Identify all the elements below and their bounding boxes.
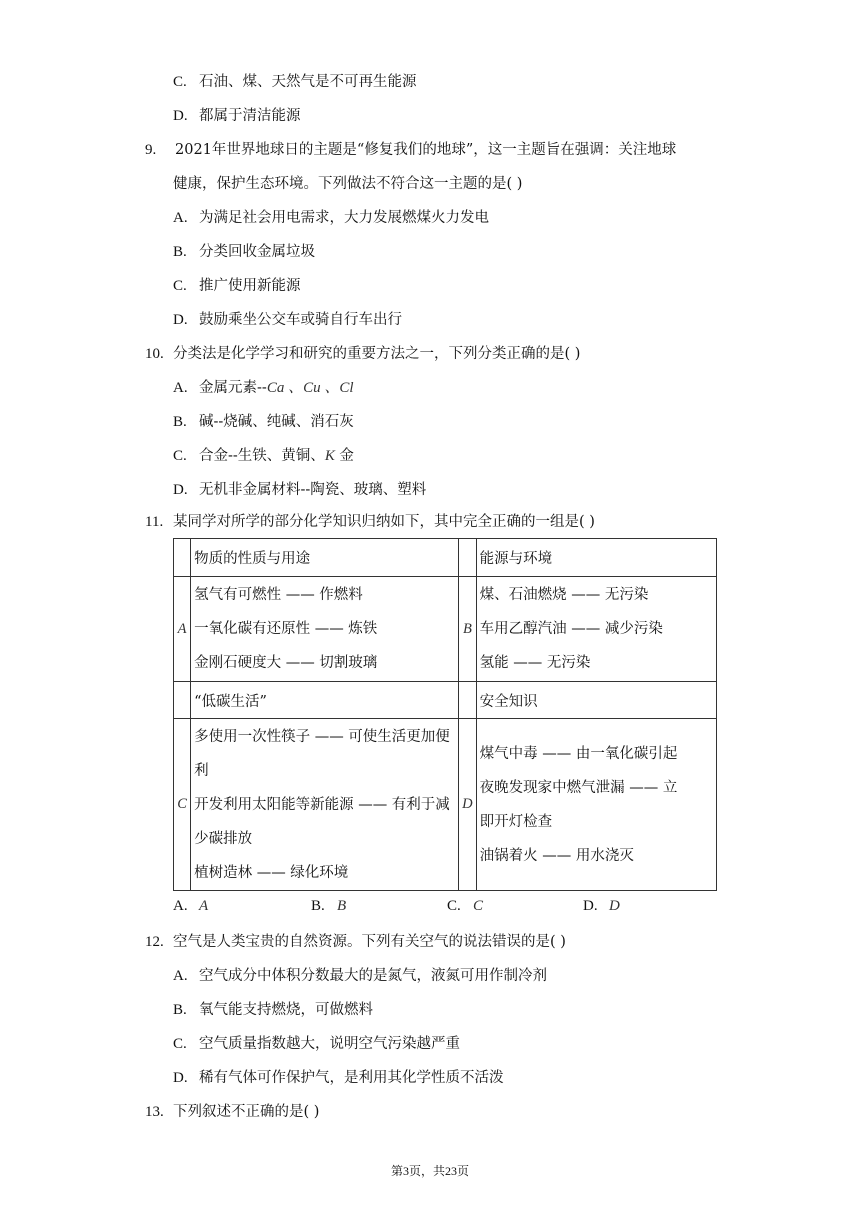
q11-answer-b: B. B (311, 898, 347, 914)
q10-option-d: D. 无机非金属材料--陶瓷、玻璃、塑料 (173, 482, 427, 498)
q12-number: 12. (145, 934, 164, 950)
q12-stem: 12. 空气是人类宝贵的自然资源。下列有关空气的说法错误的是( ) (145, 934, 566, 950)
q13-number: 13. (145, 1104, 164, 1120)
q12-option-b: B. 氧气能支持燃烧，可做燃料 (173, 1002, 373, 1018)
q9-stem-line2: 健康，保护生态环境。下列做法不符合这一主题的是( ) (173, 176, 523, 192)
cell-d: 煤气中毒 —— 由一氧化碳引起 夜晚发现家中燃气泄漏 —— 立 即开灯检查 油锅着火 —— 用水浇灭 (476, 719, 716, 891)
row-label-d: D (459, 719, 476, 891)
q11-answer-c: C. C (447, 898, 484, 914)
q8-option-c: C. 石油、煤、天然气是不可再生能源 (173, 74, 417, 90)
q11-table (173, 538, 717, 891)
header-energy-environment: 能源与环境 (476, 539, 716, 577)
row-label-b: B (459, 577, 476, 682)
q9-number: 9. (145, 142, 157, 158)
header-safety: 安全知识 (476, 682, 716, 719)
header-low-carbon: “低碳生活” (191, 682, 459, 719)
cell-b: 煤、石油燃烧 —— 无污染 车用乙醇汽油 —— 减少污染 氢能 —— 无污染 (476, 577, 716, 682)
q12-option-c: C. 空气质量指数越大，说明空气污染越严重 (173, 1036, 460, 1052)
q10-number: 10. (145, 346, 164, 362)
q9-option-c: C. 推广使用新能源 (173, 278, 301, 294)
table-corner-mid (174, 682, 191, 719)
q12-option-d: D. 稀有气体可作保护气，是利用其化学性质不活泼 (173, 1070, 504, 1086)
header-properties-uses: 物质的性质与用途 (191, 539, 459, 577)
q10-option-a: A. 金属元素--Ca 、Cu 、Cl (173, 380, 354, 396)
q9-option-a: A. 为满足社会用电需求，大力发展燃煤火力发电 (173, 210, 489, 226)
q13-stem: 13. 下列叙述不正确的是( ) (145, 1104, 320, 1120)
q11-answer-a: A. A (173, 898, 209, 914)
q10-stem: 10. 分类法是化学学习和研究的重要方法之一，下列分类正确的是( ) (145, 346, 581, 362)
q10-option-c: C. 合金--生铁、黄铜、K 金 (173, 448, 354, 464)
q9-stem-line1: 9. 2021年世界地球日的主题是“修复我们的地球”，这一主题旨在强调：关注地球 (145, 142, 677, 158)
row-label-c: C (174, 719, 191, 891)
q9-option-d: D. 鼓励乘坐公交车或骑自行车出行 (173, 312, 402, 328)
q11-answer-d: D. D (583, 898, 620, 914)
q11-number: 11. (145, 514, 164, 530)
q10-option-b: B. 碱--烧碱、纯碱、消石灰 (173, 414, 354, 430)
table-corner-top (174, 539, 191, 577)
row-label-a: A (174, 577, 191, 682)
table-corner-mid-right (459, 682, 476, 719)
page-footer: 第3页，共23页 (390, 1164, 469, 1178)
q9-option-b: B. 分类回收金属垃圾 (173, 244, 315, 260)
cell-c: 多使用一次性筷子 —— 可使生活更加便 利 开发利用太阳能等新能源 —— 有利于减 少碳排放 植树造林 —— 绿化环境 (191, 719, 459, 891)
q11-stem: 11. 某同学对所学的部分化学知识归纳如下，其中完全正确的一组是( ) (145, 514, 595, 530)
table-corner-top-right (459, 539, 476, 577)
cell-a: 氢气有可燃性 —— 作燃料 一氧化碳有还原性 —— 炼铁 金刚石硬度大 —— 切割玻璃 (191, 577, 459, 682)
q8-option-d: D. 都属于清洁能源 (173, 108, 301, 124)
q12-option-a: A. 空气成分中体积分数最大的是氮气，液氮可用作制冷剂 (173, 968, 547, 984)
